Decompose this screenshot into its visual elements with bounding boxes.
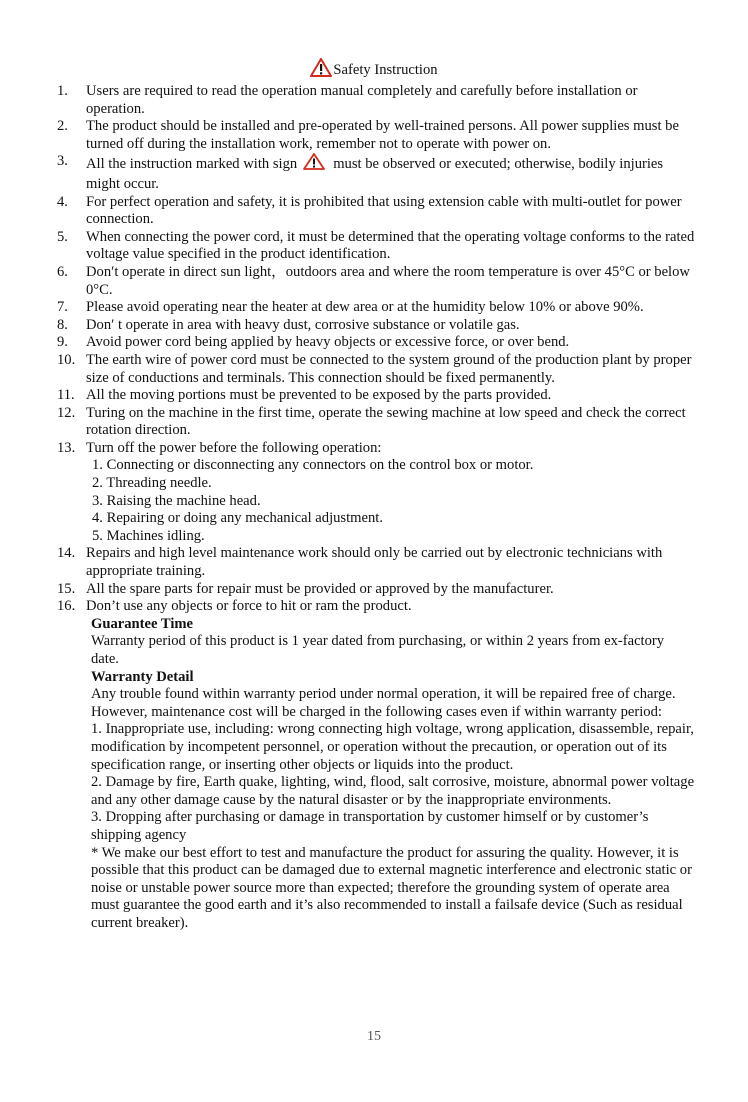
- item-text: Avoid power cord being applied by heavy objects or excessive force, or over bend.: [86, 334, 570, 351]
- sub-list-item: 1. Connecting or disconnecting any connectors on the control box or motor.: [92, 457, 534, 474]
- item-number: 3.: [57, 153, 68, 170]
- item-text: Turing on the machine in the first time, operate the sewing machine at low speed and check the correct rotation direction.: [86, 404, 686, 439]
- item-number: 16.: [57, 598, 76, 615]
- warranty-intro: Any trouble found within warranty period under normal operation, it will be repaired free of charge. However, maintenance cost will be charged in the following cases even if within warranty period:: [91, 686, 676, 720]
- sub-list-item: 3. Raising the machine head.: [92, 492, 261, 509]
- item-number: 10.: [57, 351, 76, 368]
- item-text: The product should be installed and pre-operated by well-trained persons. All power supplies must be turned off during the installation work, remember not to operate with power on.: [86, 118, 679, 152]
- list-item: [57, 598, 697, 616]
- sub-list: [86, 457, 697, 545]
- item-number: 1.: [57, 83, 68, 99]
- list-item: [57, 194, 697, 229]
- list-item: [57, 153, 697, 193]
- page-number: 15: [367, 1029, 381, 1044]
- sub-list-item: 5. Machines idling.: [92, 527, 205, 544]
- list-item: [57, 352, 697, 387]
- sub-list-item: 2. Threading needle.: [92, 475, 212, 492]
- list-item: [57, 83, 697, 118]
- item-number: 5.: [57, 228, 68, 245]
- page-title: [0, 58, 748, 83]
- item-number: 7.: [57, 299, 68, 316]
- warning-sign-icon: [303, 153, 325, 176]
- item-number: 9.: [57, 334, 68, 351]
- item-text: The earth wire of power cord must be connected to the system ground of the production plant by proper size of conductions and terminals. This connection should be fixed permanently.: [86, 351, 692, 386]
- guarantee-section: [57, 616, 695, 669]
- item-text: Please avoid operating near the heater at dew area or at the humidity below 10% or above 90%.: [86, 299, 644, 316]
- warranty-case: 1. Inappropriate use, including: wrong connecting high voltage, wrong application, disassemble, repair, modification by incompetent personnel, or operation without the precaution, or operation out of its specification range, or inserting other objects or liquids into the product.: [91, 721, 694, 773]
- item-text: Users are required to read the operation manual completely and carefully before installation or operation.: [86, 83, 638, 117]
- list-item: [57, 299, 697, 317]
- item-text: Repairs and high level maintenance work should only be carried out by electronic technicians with appropriate training.: [86, 545, 663, 580]
- item-text: Don′ t operate in area with heavy dust, corrosive substance or volatile gas.: [86, 316, 520, 333]
- list-item: [57, 118, 697, 153]
- item-number: 6.: [57, 263, 68, 280]
- list-item: [57, 334, 697, 352]
- item-number: 12.: [57, 404, 76, 421]
- item-text-before-icon: All the instruction marked with sign: [86, 156, 298, 173]
- warranty-section: [57, 669, 695, 933]
- list-item: [57, 317, 697, 335]
- list-item: [57, 581, 697, 599]
- item-text: Don’t use any objects or force to hit or ram the product.: [86, 598, 412, 615]
- title-text: Safety Instruction: [333, 62, 438, 78]
- warranty-case: 2. Damage by fire, Earth quake, lighting, wind, flood, salt corrosive, moisture, abnormal power voltage and any other damage cause by the natural disaster or by the inappropriate environments.: [91, 774, 695, 808]
- item-text: All the moving portions must be prevented to be exposed by the parts provided.: [86, 387, 552, 404]
- safety-instruction-list: [57, 83, 697, 933]
- item-number: 11.: [57, 387, 75, 404]
- item-number: 4.: [57, 193, 68, 210]
- warranty-case: 3. Dropping after purchasing or damage in transportation by customer himself or by customer’s shipping agency: [91, 809, 649, 843]
- guarantee-heading: Guarantee Time: [91, 615, 194, 632]
- item-text: For perfect operation and safety, it is prohibited that using extension cable with multi-outlet for power connection.: [86, 193, 682, 228]
- item-number: 15.: [57, 580, 76, 597]
- warranty-heading: Warranty Detail: [91, 668, 194, 685]
- item-text: All the spare parts for repair must be provided or approved by the manufacturer.: [86, 580, 554, 597]
- sub-list-item: 4. Repairing or doing any mechanical adjustment.: [92, 510, 383, 527]
- warranty-note: * We make our best effort to test and manufacture the product for assuring the quality. However, it is possible that this product can be damaged due to external magnetic interference and electronic static or noise or unstable power source more than expected; therefore the grounding system of operate area must guarantee the good earth and it’s also recommended to install a failsafe device (Such as residual current breaker).: [91, 844, 692, 931]
- item-number: 13.: [57, 439, 76, 456]
- item-number: 14.: [57, 545, 76, 562]
- list-item: [57, 405, 697, 440]
- item-number: 8.: [57, 316, 68, 333]
- guarantee-text: Warranty period of this product is 1 year dated from purchasing, or within 2 years from ex-factory date.: [91, 633, 665, 667]
- list-item: [57, 545, 697, 580]
- item-number: 2.: [57, 118, 68, 135]
- item-text-after-icon: must be observed or executed; otherwise, bodily injuries might occur.: [86, 156, 664, 192]
- item-text: Don′t operate in direct sun light，outdoors area and where the room temperature is over 45°C or below 0°C.: [86, 263, 690, 298]
- list-item: [57, 264, 697, 299]
- item-text: When connecting the power cord, it must be determined that the operating voltage conforms to the rated voltage value specified in the product identification.: [86, 228, 695, 263]
- warning-triangle-icon: [310, 58, 332, 83]
- item-text: Turn off the power before the following operation:: [86, 439, 382, 456]
- list-item: [57, 387, 697, 405]
- list-item: [57, 229, 697, 264]
- list-item: [57, 440, 697, 546]
